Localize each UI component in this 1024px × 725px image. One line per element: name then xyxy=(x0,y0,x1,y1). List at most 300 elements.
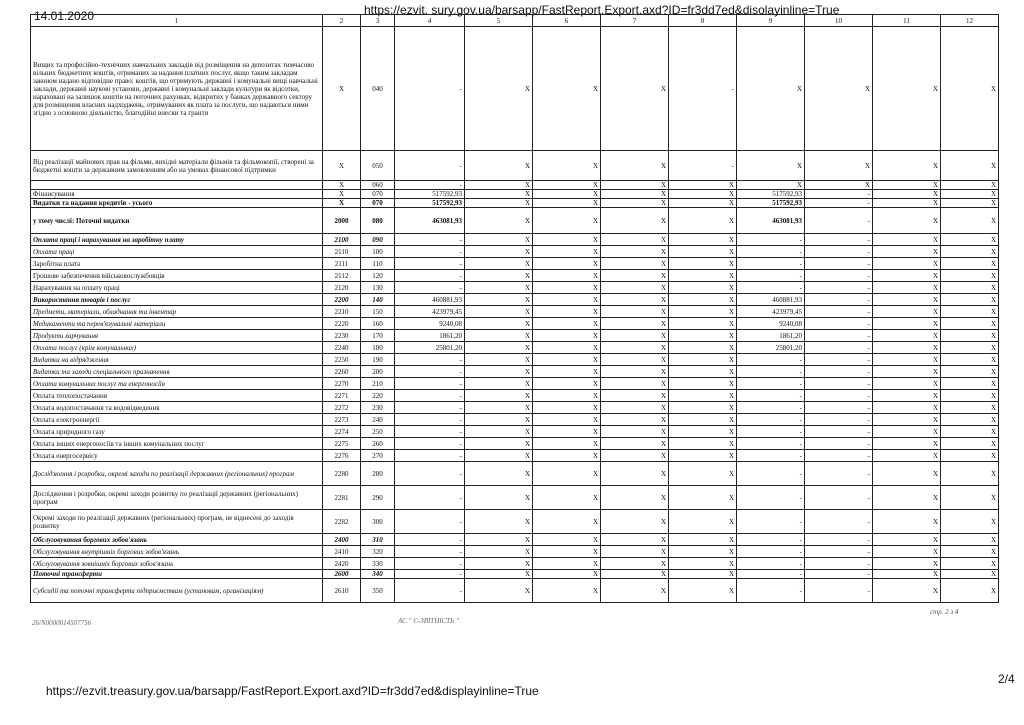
cell-c10: - xyxy=(805,246,873,258)
page-number: 2/4 xyxy=(998,672,1015,686)
row-label: Оплата енергосервісу xyxy=(31,450,323,462)
cell-c8: X xyxy=(669,246,737,258)
column-number: 6 xyxy=(533,15,601,27)
cell-c11: X xyxy=(873,306,941,318)
cell-c7: X xyxy=(601,208,669,234)
cell-c7: X xyxy=(601,414,669,426)
column-number: 2 xyxy=(323,15,361,27)
cell-code: 2275 xyxy=(323,438,361,450)
cell-code: 2272 xyxy=(323,402,361,414)
cell-c11: X xyxy=(873,426,941,438)
cell-c12: X xyxy=(941,258,999,270)
cell-c5: X xyxy=(465,366,533,378)
cell-line: 170 xyxy=(361,330,395,342)
table-row xyxy=(31,534,999,546)
table-row xyxy=(31,258,999,270)
cell-c5: X xyxy=(465,486,533,510)
cell-c12: X xyxy=(941,330,999,342)
cell-c8: - xyxy=(669,27,737,151)
cell-line: 340 xyxy=(361,570,395,579)
cell-c5: X xyxy=(465,190,533,199)
table-row xyxy=(31,190,999,199)
table-row xyxy=(31,438,999,450)
report-table xyxy=(30,14,999,603)
cell-c7: X xyxy=(601,426,669,438)
row-label: Грошове забезпечення військовослужбовців xyxy=(31,270,323,282)
cell-c10: - xyxy=(805,342,873,354)
column-number: 5 xyxy=(465,15,533,27)
cell-c11: X xyxy=(873,438,941,450)
cell-c11: X xyxy=(873,366,941,378)
cell-c10: - xyxy=(805,354,873,366)
cell-c12: X xyxy=(941,354,999,366)
cell-c5: X xyxy=(465,330,533,342)
cell-c4: - xyxy=(395,270,465,282)
cell-c9: - xyxy=(737,558,805,570)
cell-c10: - xyxy=(805,378,873,390)
cell-code: 2210 xyxy=(323,306,361,318)
cell-c6: X xyxy=(533,151,601,181)
cell-code: 2420 xyxy=(323,558,361,570)
cell-c6: X xyxy=(533,234,601,246)
cell-c7: X xyxy=(601,486,669,510)
cell-c11: X xyxy=(873,450,941,462)
cell-c7: X xyxy=(601,558,669,570)
cell-code: 2230 xyxy=(323,330,361,342)
row-label: Оплата теплопостачання xyxy=(31,390,323,402)
cell-c12: X xyxy=(941,579,999,603)
cell-c4: 1861,20 xyxy=(395,330,465,342)
cell-line: 110 xyxy=(361,258,395,270)
cell-code: 2281 xyxy=(323,486,361,510)
cell-c12: X xyxy=(941,510,999,534)
table-row xyxy=(31,378,999,390)
table-row xyxy=(31,181,999,190)
cell-c9: - xyxy=(737,234,805,246)
cell-c6: X xyxy=(533,354,601,366)
row-label: Заробітна плата xyxy=(31,258,323,270)
cell-c9: - xyxy=(737,414,805,426)
cell-c8: X xyxy=(669,282,737,294)
cell-c12: X xyxy=(941,534,999,546)
cell-c7: X xyxy=(601,151,669,181)
cell-c6: X xyxy=(533,282,601,294)
cell-c6: X xyxy=(533,306,601,318)
cell-c10: - xyxy=(805,199,873,208)
cell-c8: X xyxy=(669,426,737,438)
cell-line: 250 xyxy=(361,426,395,438)
cell-c11: X xyxy=(873,510,941,534)
cell-c7: X xyxy=(601,258,669,270)
cell-c10: - xyxy=(805,570,873,579)
row-label: Оплата праці і нарахування на заробітну плату xyxy=(31,234,323,246)
cell-c8: X xyxy=(669,486,737,510)
cell-c9: - xyxy=(737,438,805,450)
cell-c8: X xyxy=(669,534,737,546)
cell-c11: X xyxy=(873,199,941,208)
table-row xyxy=(31,462,999,486)
cell-line: 350 xyxy=(361,579,395,603)
cell-c8: X xyxy=(669,354,737,366)
cell-c8: X xyxy=(669,294,737,306)
row-label: Фінансування xyxy=(31,190,323,199)
cell-line: 050 xyxy=(361,151,395,181)
cell-c7: X xyxy=(601,306,669,318)
cell-c10: - xyxy=(805,306,873,318)
table-row xyxy=(31,570,999,579)
cell-c10: - xyxy=(805,510,873,534)
cell-c5: X xyxy=(465,390,533,402)
cell-c11: X xyxy=(873,414,941,426)
cell-c9: 517592,93 xyxy=(737,199,805,208)
cell-c11: X xyxy=(873,402,941,414)
table-row xyxy=(31,270,999,282)
cell-line: 140 xyxy=(361,294,395,306)
table-row xyxy=(31,246,999,258)
cell-code: 2260 xyxy=(323,366,361,378)
cell-c6: X xyxy=(533,270,601,282)
cell-c10: - xyxy=(805,282,873,294)
cell-code: X xyxy=(323,181,361,190)
cell-code: 2282 xyxy=(323,510,361,534)
cell-c4: - xyxy=(395,486,465,510)
cell-c4: - xyxy=(395,579,465,603)
cell-c9: - xyxy=(737,378,805,390)
cell-code: 2110 xyxy=(323,246,361,258)
cell-c4: - xyxy=(395,234,465,246)
row-label xyxy=(31,181,323,190)
cell-c5: X xyxy=(465,258,533,270)
cell-c11: X xyxy=(873,190,941,199)
column-number: 10 xyxy=(805,15,873,27)
cell-c10: - xyxy=(805,450,873,462)
cell-code: 2000 xyxy=(323,208,361,234)
cell-c7: X xyxy=(601,246,669,258)
cell-line: 270 xyxy=(361,450,395,462)
cell-c7: X xyxy=(601,390,669,402)
cell-code: 2120 xyxy=(323,282,361,294)
cell-c4: 25801,20 xyxy=(395,342,465,354)
cell-c11: X xyxy=(873,270,941,282)
table-row xyxy=(31,486,999,510)
row-label: Дослідження і розробки, окремі заходи розвитку по реалізації державних (регіональних) програм xyxy=(31,486,323,510)
cell-c9: X xyxy=(737,151,805,181)
cell-c4: 517592,93 xyxy=(395,199,465,208)
cell-c5: X xyxy=(465,402,533,414)
cell-c5: X xyxy=(465,181,533,190)
cell-code: 2400 xyxy=(323,534,361,546)
cell-c10: - xyxy=(805,426,873,438)
cell-c6: X xyxy=(533,246,601,258)
cell-line: 090 xyxy=(361,234,395,246)
cell-code: 2280 xyxy=(323,462,361,486)
cell-c9: - xyxy=(737,534,805,546)
cell-c7: X xyxy=(601,234,669,246)
cell-c7: X xyxy=(601,546,669,558)
cell-c5: X xyxy=(465,318,533,330)
row-label: Обслуговування боргових зобов'язань xyxy=(31,534,323,546)
cell-c8: X xyxy=(669,378,737,390)
cell-c9: X xyxy=(737,27,805,151)
cell-code: 2270 xyxy=(323,378,361,390)
column-number-row xyxy=(31,15,999,27)
cell-c5: X xyxy=(465,570,533,579)
cell-c11: X xyxy=(873,282,941,294)
cell-c9: 1861,20 xyxy=(737,330,805,342)
row-label: у тому числі: Поточні видатки xyxy=(31,208,323,234)
cell-c7: X xyxy=(601,282,669,294)
cell-code: 2271 xyxy=(323,390,361,402)
cell-c5: X xyxy=(465,378,533,390)
cell-c12: X xyxy=(941,378,999,390)
cell-c11: X xyxy=(873,27,941,151)
cell-c6: X xyxy=(533,378,601,390)
table-row xyxy=(31,306,999,318)
cell-c4: - xyxy=(395,462,465,486)
cell-c5: X xyxy=(465,294,533,306)
cell-c12: X xyxy=(941,438,999,450)
row-label: Оплата послуг (крім комунальних) xyxy=(31,342,323,354)
cell-c6: X xyxy=(533,450,601,462)
cell-c7: X xyxy=(601,402,669,414)
cell-code: 2600 xyxy=(323,570,361,579)
cell-c10: - xyxy=(805,486,873,510)
cell-c8: X xyxy=(669,414,737,426)
cell-c4: - xyxy=(395,246,465,258)
table-row xyxy=(31,330,999,342)
cell-c7: X xyxy=(601,579,669,603)
cell-code: 2200 xyxy=(323,294,361,306)
cell-c5: X xyxy=(465,208,533,234)
row-label: Поточні трансферти xyxy=(31,570,323,579)
cell-c7: X xyxy=(601,510,669,534)
cell-c9: 463081,93 xyxy=(737,208,805,234)
cell-c6: X xyxy=(533,208,601,234)
cell-c10: - xyxy=(805,462,873,486)
cell-c4: - xyxy=(395,151,465,181)
cell-c10: - xyxy=(805,534,873,546)
cell-c5: X xyxy=(465,342,533,354)
cell-code: 2274 xyxy=(323,426,361,438)
cell-c12: X xyxy=(941,190,999,199)
cell-c5: X xyxy=(465,510,533,534)
cell-c12: X xyxy=(941,390,999,402)
table-row xyxy=(31,558,999,570)
cell-line: 160 xyxy=(361,318,395,330)
cell-c8: X xyxy=(669,342,737,354)
cell-c7: X xyxy=(601,27,669,151)
cell-c11: X xyxy=(873,246,941,258)
cell-c6: X xyxy=(533,258,601,270)
cell-line: 120 xyxy=(361,270,395,282)
cell-c4: - xyxy=(395,546,465,558)
cell-c9: - xyxy=(737,390,805,402)
cell-c12: X xyxy=(941,306,999,318)
cell-c11: X xyxy=(873,342,941,354)
cell-c4: - xyxy=(395,27,465,151)
cell-c6: X xyxy=(533,342,601,354)
cell-c4: - xyxy=(395,414,465,426)
cell-code: X xyxy=(323,190,361,199)
cell-c8: X xyxy=(669,402,737,414)
cell-c6: X xyxy=(533,294,601,306)
row-label: Вищих та професійно-технічних навчальних закладів від розміщення на депозитах тимчасово вільних бюджетних коштів, отриманих за надання платних послуг, якщо таким закладам законом надано відповідне право; коштів, що отримують державні і комунальні вищі навчальні заклади, державні наукові установи, державні і комунальні заклади культури як відсотки, нараховані на залишок коштів на поточних рахунках, відкритих у банках державного сектору для розміщення власних надходжень, отримуваних як плата за послуги, що надаються ними згідно з основною діяльністю, благодійні внески та гранти xyxy=(31,27,323,151)
cell-c4: - xyxy=(395,570,465,579)
table-row xyxy=(31,414,999,426)
cell-c4: 423979,45 xyxy=(395,306,465,318)
cell-c12: X xyxy=(941,199,999,208)
cell-c6: X xyxy=(533,330,601,342)
row-label: Видатки та надання кредитів - усього xyxy=(31,199,323,208)
cell-c5: X xyxy=(465,27,533,151)
cell-c8: X xyxy=(669,330,737,342)
cell-c9: - xyxy=(737,510,805,534)
cell-c10: - xyxy=(805,330,873,342)
cell-code: 2273 xyxy=(323,414,361,426)
cell-c9: - xyxy=(737,282,805,294)
document-id: 26/N0000014507756 xyxy=(32,619,92,627)
cell-c12: X xyxy=(941,294,999,306)
cell-c8: X xyxy=(669,270,737,282)
cell-c10: X xyxy=(805,151,873,181)
cell-c7: X xyxy=(601,354,669,366)
cell-code: 2410 xyxy=(323,546,361,558)
cell-c11: X xyxy=(873,354,941,366)
cell-c9: 9240,08 xyxy=(737,318,805,330)
cell-c7: X xyxy=(601,534,669,546)
table-row xyxy=(31,450,999,462)
row-label: Медикаменти та перев'язувальні матеріали xyxy=(31,318,323,330)
table-row xyxy=(31,390,999,402)
cell-c8: X xyxy=(669,208,737,234)
cell-c8: X xyxy=(669,199,737,208)
table-row xyxy=(31,366,999,378)
cell-c5: X xyxy=(465,282,533,294)
cell-c4: - xyxy=(395,510,465,534)
cell-c7: X xyxy=(601,330,669,342)
cell-c8: X xyxy=(669,190,737,199)
row-label: Предмети, матеріали, обладнання та інвентар xyxy=(31,306,323,318)
cell-c6: X xyxy=(533,570,601,579)
cell-line: 190 xyxy=(361,354,395,366)
cell-c8: X xyxy=(669,390,737,402)
cell-c9: - xyxy=(737,366,805,378)
cell-c12: X xyxy=(941,414,999,426)
cell-c12: X xyxy=(941,558,999,570)
cell-line: 280 xyxy=(361,462,395,486)
cell-c10: - xyxy=(805,294,873,306)
cell-c10: - xyxy=(805,558,873,570)
cell-c7: X xyxy=(601,199,669,208)
cell-c8: X xyxy=(669,306,737,318)
cell-c9: - xyxy=(737,270,805,282)
cell-c6: X xyxy=(533,486,601,510)
cell-line: 300 xyxy=(361,510,395,534)
row-label: Обслуговування внутрішніх боргових зобов'язань xyxy=(31,546,323,558)
cell-c8: X xyxy=(669,366,737,378)
cell-c9: 25801,20 xyxy=(737,342,805,354)
cell-c5: X xyxy=(465,579,533,603)
cell-code: 2276 xyxy=(323,450,361,462)
cell-line: 080 xyxy=(361,208,395,234)
cell-c8: X xyxy=(669,570,737,579)
cell-c10: - xyxy=(805,318,873,330)
cell-c6: X xyxy=(533,27,601,151)
cell-c8: X xyxy=(669,510,737,534)
cell-c7: X xyxy=(601,270,669,282)
cell-c5: X xyxy=(465,199,533,208)
row-label: Видатки та заходи спеціального призначення xyxy=(31,366,323,378)
cell-c6: X xyxy=(533,190,601,199)
sheet-number: стр. 2 з 4 xyxy=(930,608,959,616)
cell-c7: X xyxy=(601,378,669,390)
cell-code: X xyxy=(323,199,361,208)
row-label: Окремі заходи по реалізації державних (регіональних) програм, не віднесені до заходів розвитку xyxy=(31,510,323,534)
cell-c12: X xyxy=(941,570,999,579)
cell-c4: - xyxy=(395,534,465,546)
cell-c9: - xyxy=(737,246,805,258)
table-row xyxy=(31,208,999,234)
table-row xyxy=(31,282,999,294)
cell-c11: X xyxy=(873,330,941,342)
cell-c11: X xyxy=(873,534,941,546)
cell-c12: X xyxy=(941,27,999,151)
cell-c5: X xyxy=(465,306,533,318)
cell-c12: X xyxy=(941,181,999,190)
cell-line: 060 xyxy=(361,181,395,190)
cell-code: 2111 xyxy=(323,258,361,270)
row-label: Від реалізації майнових прав на фільми, вихідні матеріали фільмів та фільмокопії, створені за бюджетні кошти за державним замовленням або на умовах фінансової підтримки xyxy=(31,151,323,181)
cell-c9: - xyxy=(737,402,805,414)
cell-c10: - xyxy=(805,258,873,270)
cell-c4: - xyxy=(395,282,465,294)
cell-code: 2240 xyxy=(323,342,361,354)
table-row xyxy=(31,579,999,603)
cell-c11: X xyxy=(873,234,941,246)
cell-c12: X xyxy=(941,462,999,486)
cell-c8: X xyxy=(669,579,737,603)
cell-c7: X xyxy=(601,318,669,330)
table-row xyxy=(31,318,999,330)
cell-c6: X xyxy=(533,414,601,426)
cell-c5: X xyxy=(465,414,533,426)
cell-c4: - xyxy=(395,390,465,402)
table-row xyxy=(31,294,999,306)
cell-c9: - xyxy=(737,546,805,558)
cell-line: 290 xyxy=(361,486,395,510)
cell-c5: X xyxy=(465,234,533,246)
cell-c9: - xyxy=(737,258,805,270)
cell-c6: X xyxy=(533,318,601,330)
cell-c6: X xyxy=(533,390,601,402)
cell-c8: X xyxy=(669,546,737,558)
cell-c11: X xyxy=(873,258,941,270)
cell-c4: - xyxy=(395,426,465,438)
cell-c9: - xyxy=(737,354,805,366)
cell-c11: X xyxy=(873,390,941,402)
cell-c7: X xyxy=(601,450,669,462)
cell-c9: - xyxy=(737,486,805,510)
table-row xyxy=(31,546,999,558)
cell-c6: X xyxy=(533,534,601,546)
print-date: 14.01.2020 xyxy=(34,9,95,23)
row-label: Оплата інших енергоносіїв та інших комунальних послуг xyxy=(31,438,323,450)
row-label: Продукти харчування xyxy=(31,330,323,342)
table-row xyxy=(31,426,999,438)
cell-c4: - xyxy=(395,181,465,190)
cell-line: 330 xyxy=(361,558,395,570)
cell-c6: X xyxy=(533,462,601,486)
